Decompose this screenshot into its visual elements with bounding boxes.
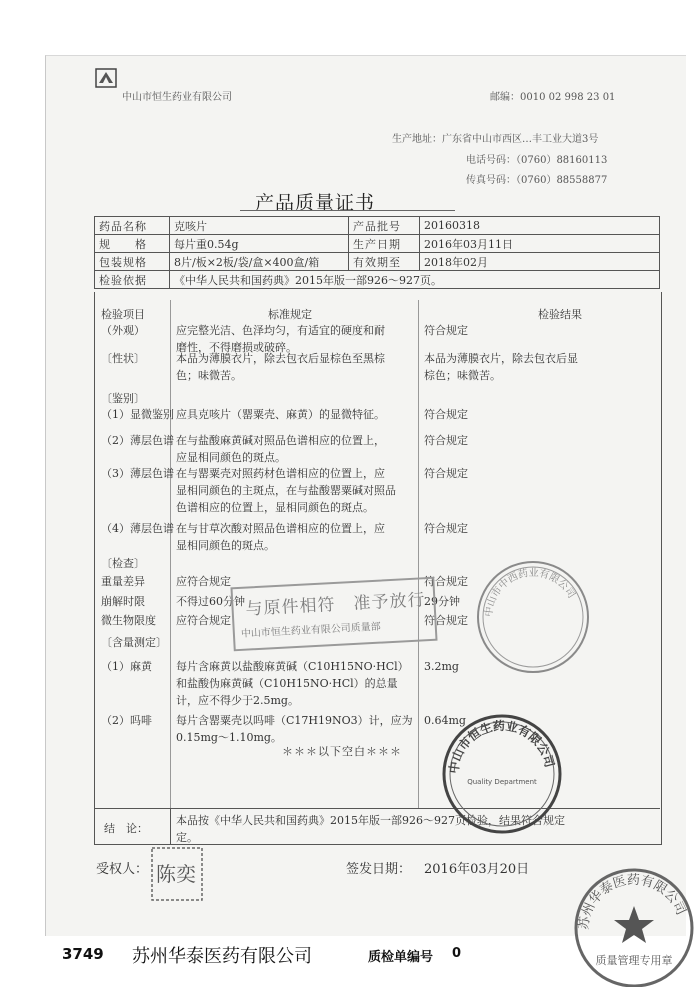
- row-item: （2）吗啡: [101, 714, 152, 727]
- company-seal-b: [440, 712, 565, 837]
- row-standard-line: 每片含麻黄以盐酸麻黄碱（C10H15NO·HCl）: [176, 660, 409, 673]
- row-item: 重量差异: [101, 575, 145, 588]
- footer-code: 3749: [62, 945, 104, 963]
- seal-c-inner: 质量管理专用章: [595, 954, 673, 967]
- row-result-line: 符合规定: [424, 575, 468, 588]
- row-standard-line: 在与甘草次酸对照品色谱相应的位置上，应: [176, 522, 385, 535]
- product-name-label: 药品名称: [95, 217, 170, 235]
- row-standard-line: 和盐酸伪麻黄碱（C10H15NO·HCl）的总量: [176, 677, 398, 690]
- row-result-line: 符合规定: [424, 614, 468, 627]
- row-standard-line: 应显相同颜色的斑点。: [176, 451, 286, 464]
- conclusion-divider: [94, 808, 660, 809]
- row-standard-line: 应具克咳片（罂粟壳、麻黄）的显微特征。: [176, 408, 385, 421]
- phone-number: 电话号码：（0760）88160113: [466, 155, 608, 166]
- table-row: [95, 217, 660, 235]
- expiry-label: 有效期至: [349, 253, 420, 271]
- table-row: [95, 235, 660, 253]
- basis-value: 《中华人民共和国药典》2015年版一部926～927页。: [170, 271, 660, 289]
- mfg-date-label: 生产日期: [349, 235, 420, 253]
- seal-b-inner: Quality Department: [467, 778, 537, 786]
- signature-stamp: [150, 846, 204, 902]
- row-standard-line: 应符合规定: [176, 614, 231, 627]
- row-result-line: 棕色；味微苦。: [424, 369, 501, 382]
- row-standard-line: 计，应不得少于2.5mg。: [176, 694, 299, 707]
- row-standard-line: 在与盐酸麻黄碱对照品色谱相应的位置上，: [176, 434, 385, 447]
- expiry-date: 2018年02月: [420, 253, 660, 271]
- authorized-label: 受权人：: [96, 862, 149, 877]
- row-item: 微生物限度: [101, 614, 156, 627]
- row-standard-line: 不得过60分钟: [176, 595, 245, 608]
- seal-a-text: 中山市中西药业有限公司: [483, 567, 577, 618]
- table-row: [95, 253, 660, 271]
- row-item: （1）麻黄: [101, 660, 152, 673]
- row-result-line: 符合规定: [424, 324, 468, 337]
- spec-label: 规 格: [95, 235, 170, 253]
- row-standard-line: 色谱相应的位置上，显相同颜色的斑点。: [176, 501, 374, 514]
- header-result: 检验结果: [538, 308, 582, 321]
- row-standard-line: 0.15mg～1.10mg。: [176, 731, 282, 744]
- conclusion-column-divider: [170, 808, 171, 844]
- row-item: （3）薄层色谱: [101, 467, 174, 480]
- distributor-seal: [568, 862, 698, 987]
- row-item: （1）显微鉴别: [101, 408, 174, 421]
- product-info-table: [94, 216, 660, 289]
- product-name: 克咳片: [170, 217, 349, 235]
- row-standard-line: 每片含罂粟壳以吗啡（C17H19NO3）计，应为: [176, 714, 413, 727]
- row-result-line: 符合规定: [424, 408, 468, 421]
- fax-number: 传真号码：（0760）88558877: [466, 175, 608, 186]
- conclusion-label: 结 论：: [104, 822, 148, 835]
- row-standard-line: 显相同颜色的主斑点，在与盐酸罂粟碱对照品: [176, 484, 396, 497]
- row-item: 〔性状〕: [101, 352, 145, 365]
- conclusion-text: 本品按《中华人民共和国药典》2015年版一部926～927页检验，结果符合规定: [176, 814, 565, 827]
- company-name: 中山市恒生药业有限公司: [122, 92, 232, 103]
- company-logo-icon: [95, 68, 117, 88]
- issue-date: 2016年03月20日: [424, 862, 530, 877]
- mfg-date: 2016年03月11日: [420, 235, 660, 253]
- header-standard: 标准规定: [268, 308, 312, 321]
- end-note: ＊＊＊以下空白＊＊＊: [282, 745, 402, 758]
- footer-doc-number: 0: [452, 946, 462, 961]
- row-standard-line: 本品为薄膜衣片，除去包衣后显棕色至黑棕: [176, 352, 385, 365]
- batch-number: 20160318: [420, 217, 660, 235]
- issue-date-label: 签发日期：: [346, 862, 412, 877]
- row-standard-line: 色；味微苦。: [176, 369, 242, 382]
- row-result-line: 符合规定: [424, 522, 468, 535]
- row-standard-line: 应符合规定: [176, 575, 231, 588]
- document-title: 产品质量证书: [255, 192, 376, 214]
- row-item: 〔检查〕: [101, 557, 145, 570]
- footer-company: 苏州华泰医药有限公司: [132, 946, 312, 967]
- title-divider: [240, 210, 455, 211]
- row-result-line: 符合规定: [424, 467, 468, 480]
- column-divider: [170, 300, 171, 808]
- star-icon: [614, 906, 654, 943]
- svg-text:中山市恒生药业有限公司: [446, 718, 557, 775]
- row-item: 〔鉴别〕: [101, 392, 145, 405]
- row-item: （外观）: [101, 324, 145, 337]
- pack-label: 包装规格: [95, 253, 170, 271]
- production-address: 生产地址：广东省中山市西区…丰工业大道3号: [392, 134, 599, 145]
- company-seal-a: [474, 558, 592, 676]
- row-item: 〔含量测定〕: [101, 636, 167, 649]
- seal-b-text: 中山市恒生药业有限公司: [446, 718, 557, 775]
- conclusion-text-end: 定。: [176, 831, 198, 844]
- row-standard-line: 显相同颜色的斑点。: [176, 539, 275, 552]
- row-result-line: 29分钟: [424, 595, 460, 608]
- row-standard-line: 在与罂粟壳对照药材色谱相应的位置上，应: [176, 467, 385, 480]
- release-stamp-text: 与原件相符 准予放行: [245, 590, 426, 620]
- row-result-line: 0.64mg: [424, 714, 466, 727]
- column-divider: [418, 300, 419, 808]
- batch-label: 产品批号: [349, 217, 420, 235]
- row-standard-line: 磨性，不得磨损或破碎。: [176, 341, 297, 354]
- row-standard-line: 应完整光洁、色泽均匀，有适宜的硬度和耐: [176, 324, 385, 337]
- pack-value: 8片/板×2板/袋/盒×400盒/箱: [170, 253, 349, 271]
- release-stamp: [230, 577, 437, 652]
- table-row: [95, 271, 660, 289]
- row-result-line: 3.2mg: [424, 660, 459, 673]
- basis-label: 检验依据: [95, 271, 170, 289]
- svg-text:中山市中西药业有限公司: [482, 566, 578, 617]
- row-item: （2）薄层色谱: [101, 434, 174, 447]
- row-item: （4）薄层色谱: [101, 522, 174, 535]
- row-result-line: 本品为薄膜衣片，除去包衣后显: [424, 352, 578, 365]
- release-stamp-dept: 中山市恒生药业有限公司质量部: [240, 621, 382, 640]
- signature-text: 陈奕: [156, 862, 196, 886]
- row-result-line: 符合规定: [424, 434, 468, 447]
- postcode: 邮编：0010 02 998 23 01: [490, 92, 616, 103]
- row-item: 崩解时限: [101, 595, 145, 608]
- spec-value: 每片重0.54g: [170, 235, 349, 253]
- footer-doc-label: 质检单编号: [368, 950, 434, 965]
- header-item: 检验项目: [101, 308, 145, 321]
- seal-c-text: 苏州华泰医药有限公司: [576, 872, 689, 931]
